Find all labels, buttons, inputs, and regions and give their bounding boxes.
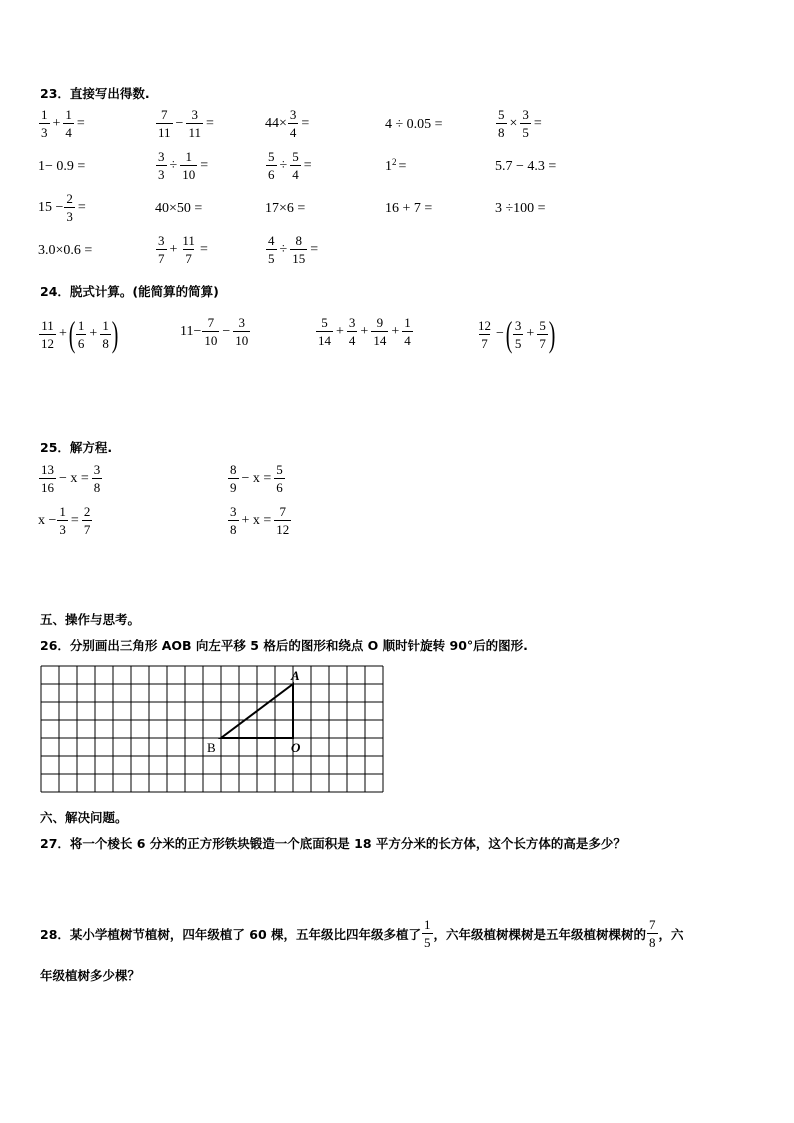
fraction: $\frac{3}{4}$ [348, 315, 356, 348]
q28-line-2: 年级植树多少棵？ [40, 968, 141, 983]
grid-lines [41, 666, 383, 792]
fraction: $\frac{1}{3}$ [41, 107, 48, 140]
fraction: $\frac{1}{8}$ [102, 317, 109, 351]
q23-item: 1 $^2$ = [385, 156, 407, 174]
fraction: $\frac{3}{11}$ [188, 107, 201, 140]
point-a-label: A [291, 668, 300, 683]
fraction: $\frac{3}{7}$ [158, 233, 165, 266]
section-6-heading: 六、解决问题。 [40, 810, 128, 825]
q23-item: 3.0×0.6 = [38, 243, 93, 258]
q23-item: 17×6 = [265, 201, 306, 216]
q24-title: 24．脱式计算。(能简算的简算) [40, 284, 219, 299]
q23-item: 4 ÷ 0.05 = [385, 117, 443, 132]
fraction: $\frac{2}{3}$ [66, 191, 73, 224]
q24-expr-1: $\frac{11}{12}$ + ( $\frac{1}{6}$ + $\frac{1}{8}$ ) [41, 314, 119, 354]
left-paren: ( [505, 314, 513, 354]
q23-item: 3 ÷100 = [495, 201, 546, 216]
fraction: $\frac{5}{4}$ [292, 149, 299, 182]
q25-title: 25．解方程. [40, 440, 113, 455]
q23-item: 5.7 − 4.3 = [495, 159, 557, 174]
fraction: $\frac{3}{5}$ [522, 107, 529, 140]
q23-item: $\frac{5}{6}$ ÷ $\frac{5}{4}$ = [268, 149, 312, 182]
fraction: $\frac{8}{9}$ [230, 462, 237, 495]
point-b-label: B [207, 740, 216, 755]
fraction: $\frac{8}{15}$ [292, 233, 306, 266]
q25-equation-4: $\frac{3}{8}$ + x = $\frac{7}{12}$ [230, 504, 290, 537]
fraction: $\frac{1}{10}$ [182, 149, 196, 182]
fraction: $\frac{3}{8}$ [93, 462, 101, 495]
fraction: $\frac{4}{5}$ [268, 233, 275, 266]
fraction: $\frac{3}{4}$ [289, 107, 297, 140]
left-paren: ( [68, 314, 76, 354]
q23-item: $\frac{4}{5}$ ÷ $\frac{8}{15}$ = [268, 233, 319, 266]
fraction: $\frac{7}{12}$ [276, 504, 290, 537]
section-5-heading: 五、操作与思考。 [40, 612, 141, 627]
fraction: $\frac{9}{14}$ [373, 315, 387, 348]
right-paren: ) [111, 314, 119, 354]
fraction: $\frac{1}{3}$ [59, 504, 66, 537]
fraction: $\frac{5}{14}$ [318, 315, 331, 348]
q23-item: 15 − $\frac{2}{3}$ = [38, 191, 86, 224]
fraction: $\frac{7}{8}$ [649, 917, 656, 950]
q24-expr-3: $\frac{5}{14}$ + $\frac{3}{4}$ + $\frac{9}{14}$ + $\frac{1}{4}$ [318, 315, 411, 348]
fraction: $\frac{3}{3}$ [158, 149, 165, 182]
fraction: $\frac{1}{5}$ [424, 917, 431, 950]
q25-equation-3: x − $\frac{1}{3}$ = $\frac{2}{7}$ [38, 504, 91, 537]
q26-title: 26．分别画出三角形 AOB 向左平移 5 格后的图形和绕点 O 顺时针旋转 90°后的图形. [40, 638, 528, 653]
q23-item: 16 + 7 = [385, 201, 433, 216]
q23-item: 40×50 = [155, 201, 203, 216]
fraction: $\frac{5}{6}$ [268, 149, 275, 182]
fraction: $\frac{11}{12}$ [41, 317, 54, 351]
q23-item: $\frac{7}{11}$ − $\frac{3}{11}$ = [158, 107, 214, 140]
q25-equation-1: $\frac{13}{16}$ − x = $\frac{3}{8}$ [41, 462, 101, 495]
fraction: $\frac{7}{10}$ [204, 315, 218, 348]
fraction: $\frac{5}{7}$ [539, 317, 546, 351]
fraction: $\frac{5}{6}$ [276, 462, 283, 495]
q24-expr-2: 11− $\frac{7}{10}$ − $\frac{3}{10}$ [180, 315, 249, 348]
right-paren: ) [548, 314, 556, 354]
fraction: $\frac{13}{16}$ [41, 462, 54, 495]
fraction: $\frac{11}{7}$ [182, 233, 195, 266]
q28-line-1: 28．某小学植树节植树，四年级植了 60 棵，五年级比四年级多植了 $\frac{1}{5}$ ，六年级植树棵树是五年级植树棵树的 $\frac{7}{8}$ ，六 [40, 917, 684, 950]
q23-item: $\frac{3}{3}$ ÷ $\frac{1}{10}$ = [158, 149, 209, 182]
q23-item: 1− 0.9 = [38, 159, 86, 174]
q23-item: 44× $\frac{3}{4}$ = [265, 107, 310, 140]
fraction: $\frac{12}{7}$ [478, 317, 491, 351]
fraction: $\frac{1}{4}$ [65, 107, 72, 140]
point-o-label: O [291, 740, 301, 755]
q23-item: $\frac{3}{7}$ + $\frac{11}{7}$ = [158, 233, 208, 266]
q27-title: 27．将一个棱长 6 分米的正方形铁块锻造一个底面积是 18 平方分米的长方体，这个长方体的高是多少？ [40, 836, 626, 851]
fraction: $\frac{3}{10}$ [235, 315, 249, 348]
q23-title: 23．直接写出得数. [40, 86, 150, 101]
q23-item: $\frac{1}{3}$ + $\frac{1}{4}$ = [41, 107, 85, 140]
fraction: $\frac{1}{6}$ [77, 317, 85, 351]
q25-equation-2: $\frac{8}{9}$ − x = $\frac{5}{6}$ [230, 462, 283, 495]
fraction: $\frac{2}{7}$ [83, 504, 91, 537]
q24-expr-4: $\frac{12}{7}$ − ( $\frac{3}{5}$ + $\frac{5}{7}$ ) [478, 314, 556, 354]
square-grid [40, 665, 385, 801]
fraction: $\frac{3}{8}$ [230, 504, 237, 537]
fraction: $\frac{3}{5}$ [514, 317, 522, 351]
fraction: $\frac{1}{4}$ [404, 315, 411, 348]
fraction: $\frac{7}{11}$ [158, 107, 171, 140]
q23-item: $\frac{5}{8}$ × $\frac{3}{5}$ = [498, 107, 542, 140]
fraction: $\frac{5}{8}$ [498, 107, 505, 140]
